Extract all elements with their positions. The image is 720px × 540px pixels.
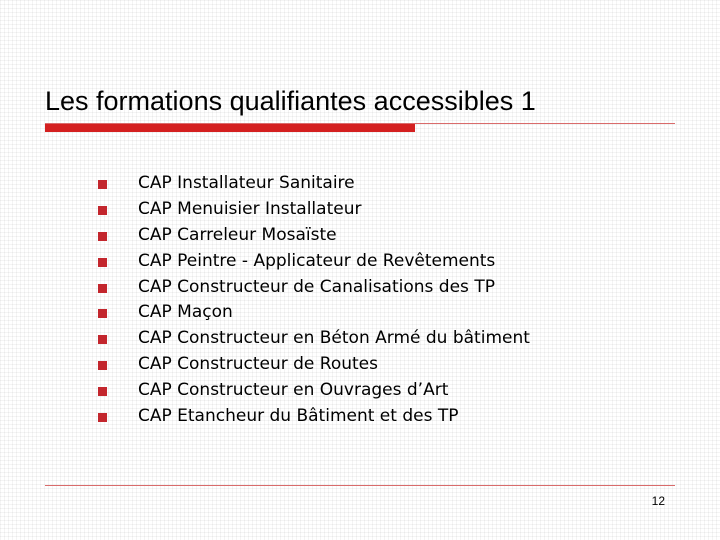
- square-bullet-icon: [98, 258, 107, 267]
- square-bullet-icon: [98, 335, 107, 344]
- title-underline-accent: [45, 124, 415, 132]
- list-item-text: CAP Constructeur en Béton Armé du bâtiment: [138, 328, 530, 349]
- list-item-text: CAP Constructeur en Ouvrages d’Art: [138, 380, 449, 401]
- square-bullet-icon: [98, 180, 107, 189]
- page-number: 12: [651, 494, 665, 508]
- list-item-text: CAP Installateur Sanitaire: [138, 173, 355, 193]
- square-bullet-icon: [98, 413, 107, 422]
- square-bullet-icon: [98, 284, 107, 293]
- square-bullet-icon: [98, 232, 107, 241]
- slide-title: Les formations qualifiantes accessibles 1: [45, 86, 536, 116]
- square-bullet-icon: [98, 206, 107, 215]
- list-item-text: CAP Menuisier Installateur: [138, 198, 362, 219]
- list-item-text: CAP Maçon: [138, 302, 233, 323]
- footer-divider: [45, 485, 675, 486]
- square-bullet-icon: [98, 309, 107, 318]
- square-bullet-icon: [98, 387, 107, 396]
- list-item-text: CAP Constructeur de Canalisations des TP: [138, 276, 495, 297]
- list-item-text: CAP Constructeur de Routes: [138, 354, 378, 375]
- list-item-text: CAP Etancheur du Bâtiment et des TP: [138, 406, 459, 427]
- list-item-text: CAP Carreleur Mosaïste: [138, 224, 337, 245]
- square-bullet-icon: [98, 361, 107, 370]
- list-item-text: CAP Peintre - Applicateur de Revêtements: [138, 250, 496, 271]
